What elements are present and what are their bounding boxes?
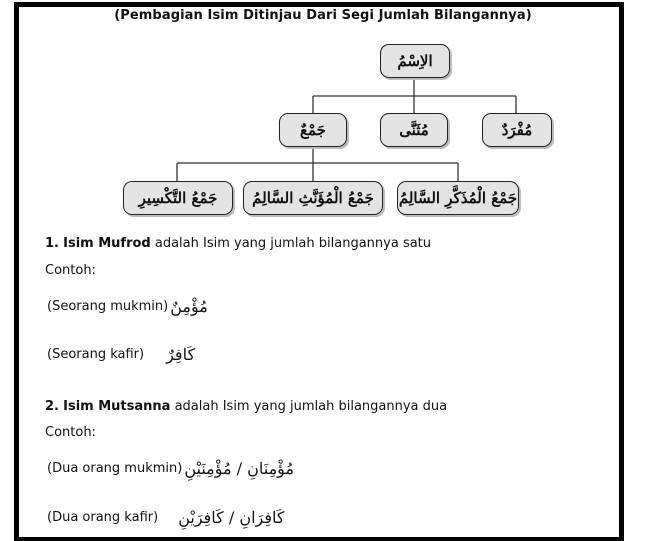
tree-root-ism: الاِسْمُ bbox=[380, 44, 450, 78]
section2-contoh-label: Contoh: bbox=[45, 425, 96, 440]
section1-term: Isim Mufrod bbox=[63, 236, 151, 251]
example-arabic: كَافِرَانِ / كَافِرَيْنِ bbox=[178, 508, 285, 527]
page-title: (Pembagian Isim Ditinjau Dari Segi Jumlah Bilangannya) bbox=[114, 8, 532, 23]
tree-node-jama-muannats: جَمْعُ الْمُؤَنَّثِ السَّالِمُ bbox=[243, 181, 383, 215]
tree-node-mutsanna: مُثَنَّى bbox=[380, 113, 448, 147]
section2-term: Isim Mutsanna bbox=[63, 399, 171, 414]
example-row bbox=[47, 297, 208, 316]
section2-number: 2. bbox=[45, 399, 59, 414]
tree-node-jama-mudzakkar: جَمْعُ الْمُذَكَّرِ السَّالِمُ bbox=[397, 181, 519, 215]
example-arabic: مُؤْمِنَانِ / مُؤْمِنَيْنِ bbox=[184, 459, 294, 478]
section1-heading bbox=[45, 236, 431, 251]
section2-heading bbox=[45, 399, 447, 414]
section1-number: 1. bbox=[45, 236, 59, 251]
example-row bbox=[47, 508, 285, 527]
example-label: (Dua orang kafir) bbox=[47, 510, 159, 525]
section2-definition: adalah Isim yang jumlah bilangannya dua bbox=[174, 399, 448, 414]
tree-node-jama-taksir: جَمْعُ التَّكْسِيرِ bbox=[123, 181, 233, 215]
tree-node-jama: جَمْعٌ bbox=[279, 113, 347, 147]
example-arabic: كَافِرٌ bbox=[166, 345, 196, 364]
tree-node-mufrod: مُفْرَدٌ bbox=[482, 113, 552, 147]
example-label: (Seorang kafir) bbox=[47, 347, 145, 362]
example-label: (Dua orang mukmin) bbox=[47, 461, 183, 476]
example-arabic: مُؤْمِنٌ bbox=[170, 297, 208, 316]
example-label: (Seorang mukmin) bbox=[47, 299, 169, 314]
example-row bbox=[47, 459, 294, 478]
example-row bbox=[47, 345, 195, 364]
section1-contoh-label: Contoh: bbox=[45, 263, 96, 278]
section1-definition: adalah Isim yang jumlah bilangannya satu bbox=[154, 236, 432, 251]
